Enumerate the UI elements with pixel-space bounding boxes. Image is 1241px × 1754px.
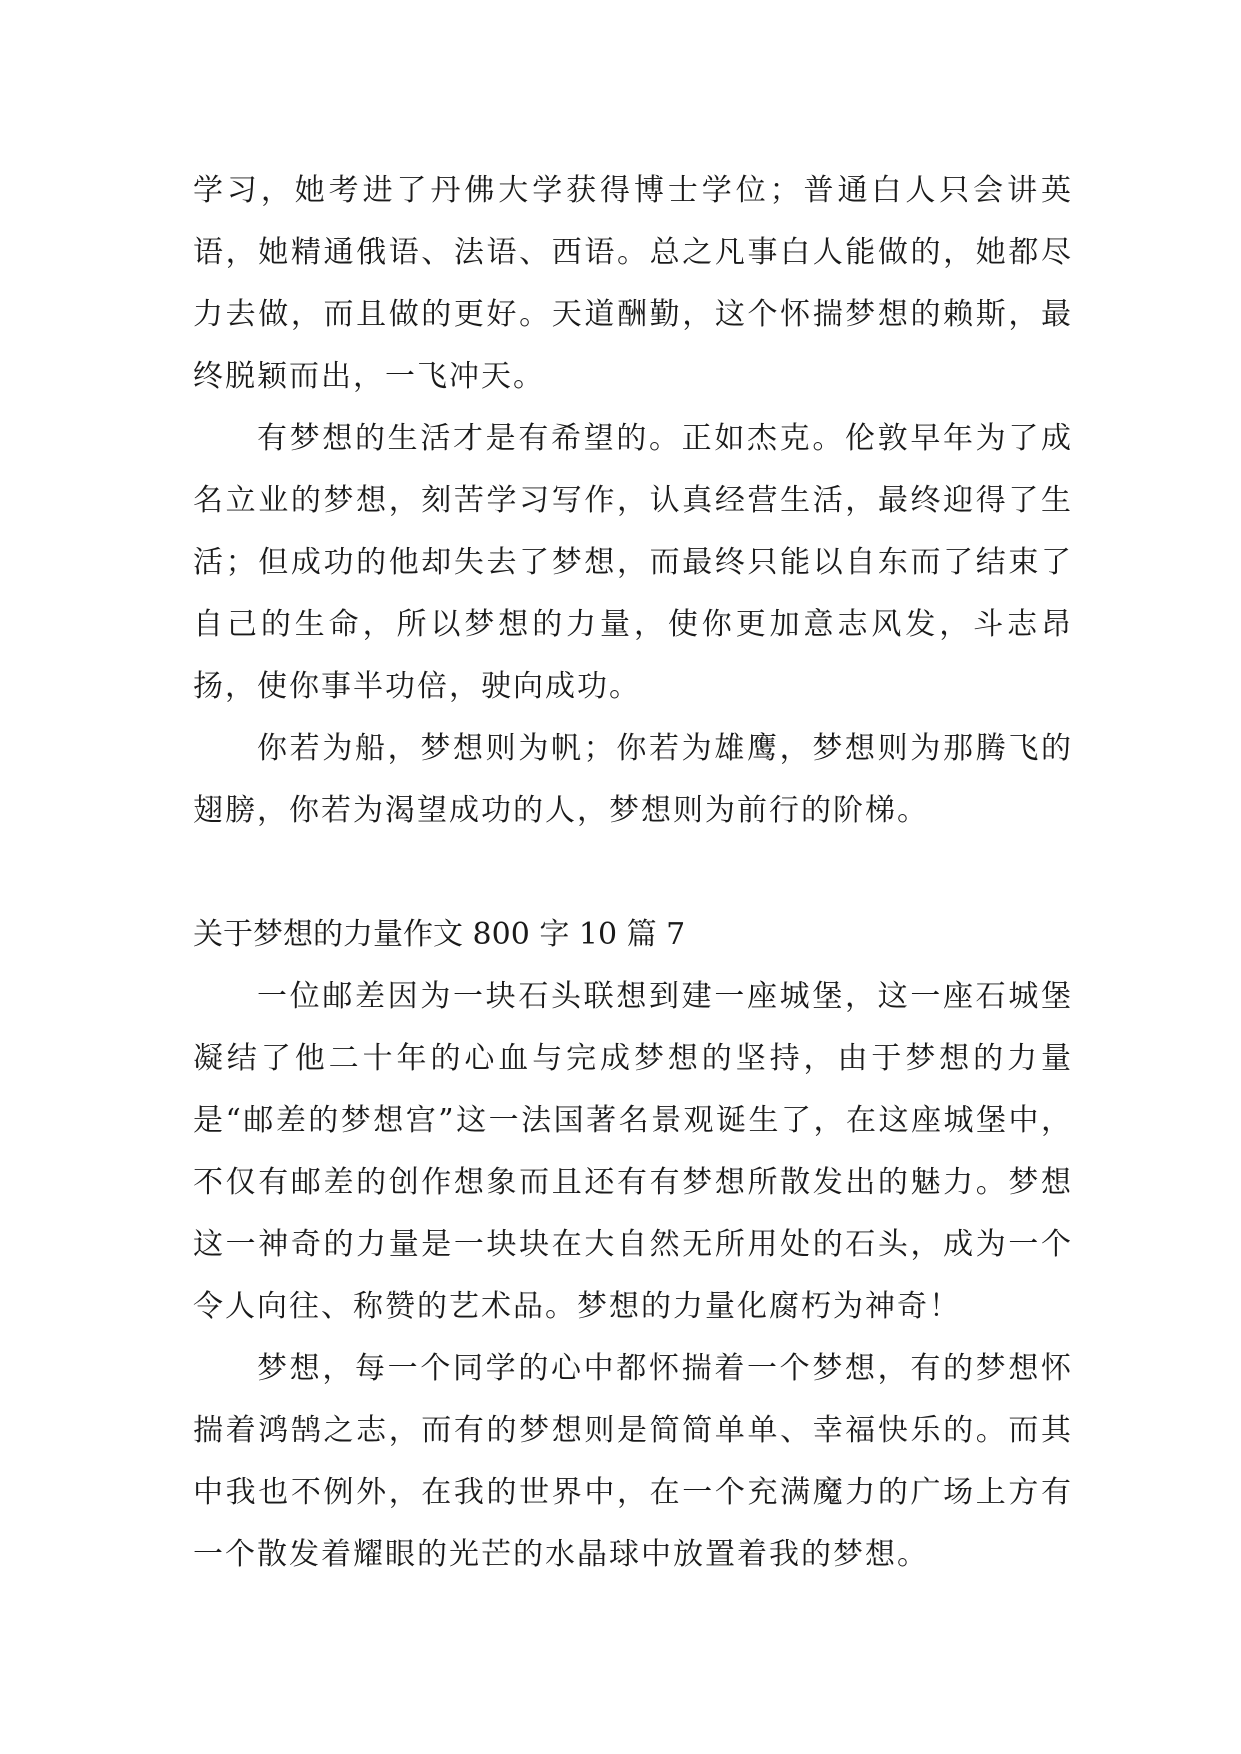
paragraph-rice-continued: 学习，她考进了丹佛大学获得博士学位；普通白人只会讲英语，她精通俄语、法语、西语。总之凡事白人能做的，她都尽力去做，而且做的更好。天道酬勤，这个怀揣梦想的赖斯，最终脱颖而出，一飞冲天。	[193, 173, 1073, 394]
paragraph-postman-palace: 一位邮差因为一块石头联想到建一座城堡，这一座石城堡凝结了他二十年的心血与完成梦想的坚持，由于梦想的力量是“邮差的梦想宫”这一法国著名景观诞生了，在这座城堡中，不仅有邮差的创作想象而且还有有梦想所散发出的魅力。梦想这一神奇的力量是一块块在大自然无所用处的石头，成为一个令人向往、称赞的艺术品。梦想的力量化腐朽为神奇！	[193, 979, 1073, 1324]
section-heading: 关于梦想的力量作文 800 字 10 篇 7	[193, 917, 686, 952]
section-spacer	[193, 842, 1073, 904]
document-body	[193, 160, 1073, 1586]
paragraph-jack-london: 有梦想的生活才是有希望的。正如杰克。伦敦早年为了成名立业的梦想，刻苦学习写作，认真经营生活，最终迎得了生活；但成功的他却失去了梦想，而最终只能以自东而了结束了自己的生命，所以梦想的力量，使你更加意志风发，斗志昂扬，使你事半功倍，驶向成功。	[193, 421, 1073, 704]
paragraph-ship-sail: 你若为船，梦想则为帆；你若为雄鹰，梦想则为那腾飞的翅膀，你若为渴望成功的人，梦想则为前行的阶梯。	[193, 731, 1073, 828]
paragraph-my-dream: 梦想，每一个同学的心中都怀揣着一个梦想，有的梦想怀揣着鸿鹄之志，而有的梦想则是简简单单、幸福快乐的。而其中我也不例外，在我的世界中，在一个充满魔力的广场上方有一个散发着耀眼的光芒的水晶球中放置着我的梦想。	[193, 1351, 1073, 1572]
